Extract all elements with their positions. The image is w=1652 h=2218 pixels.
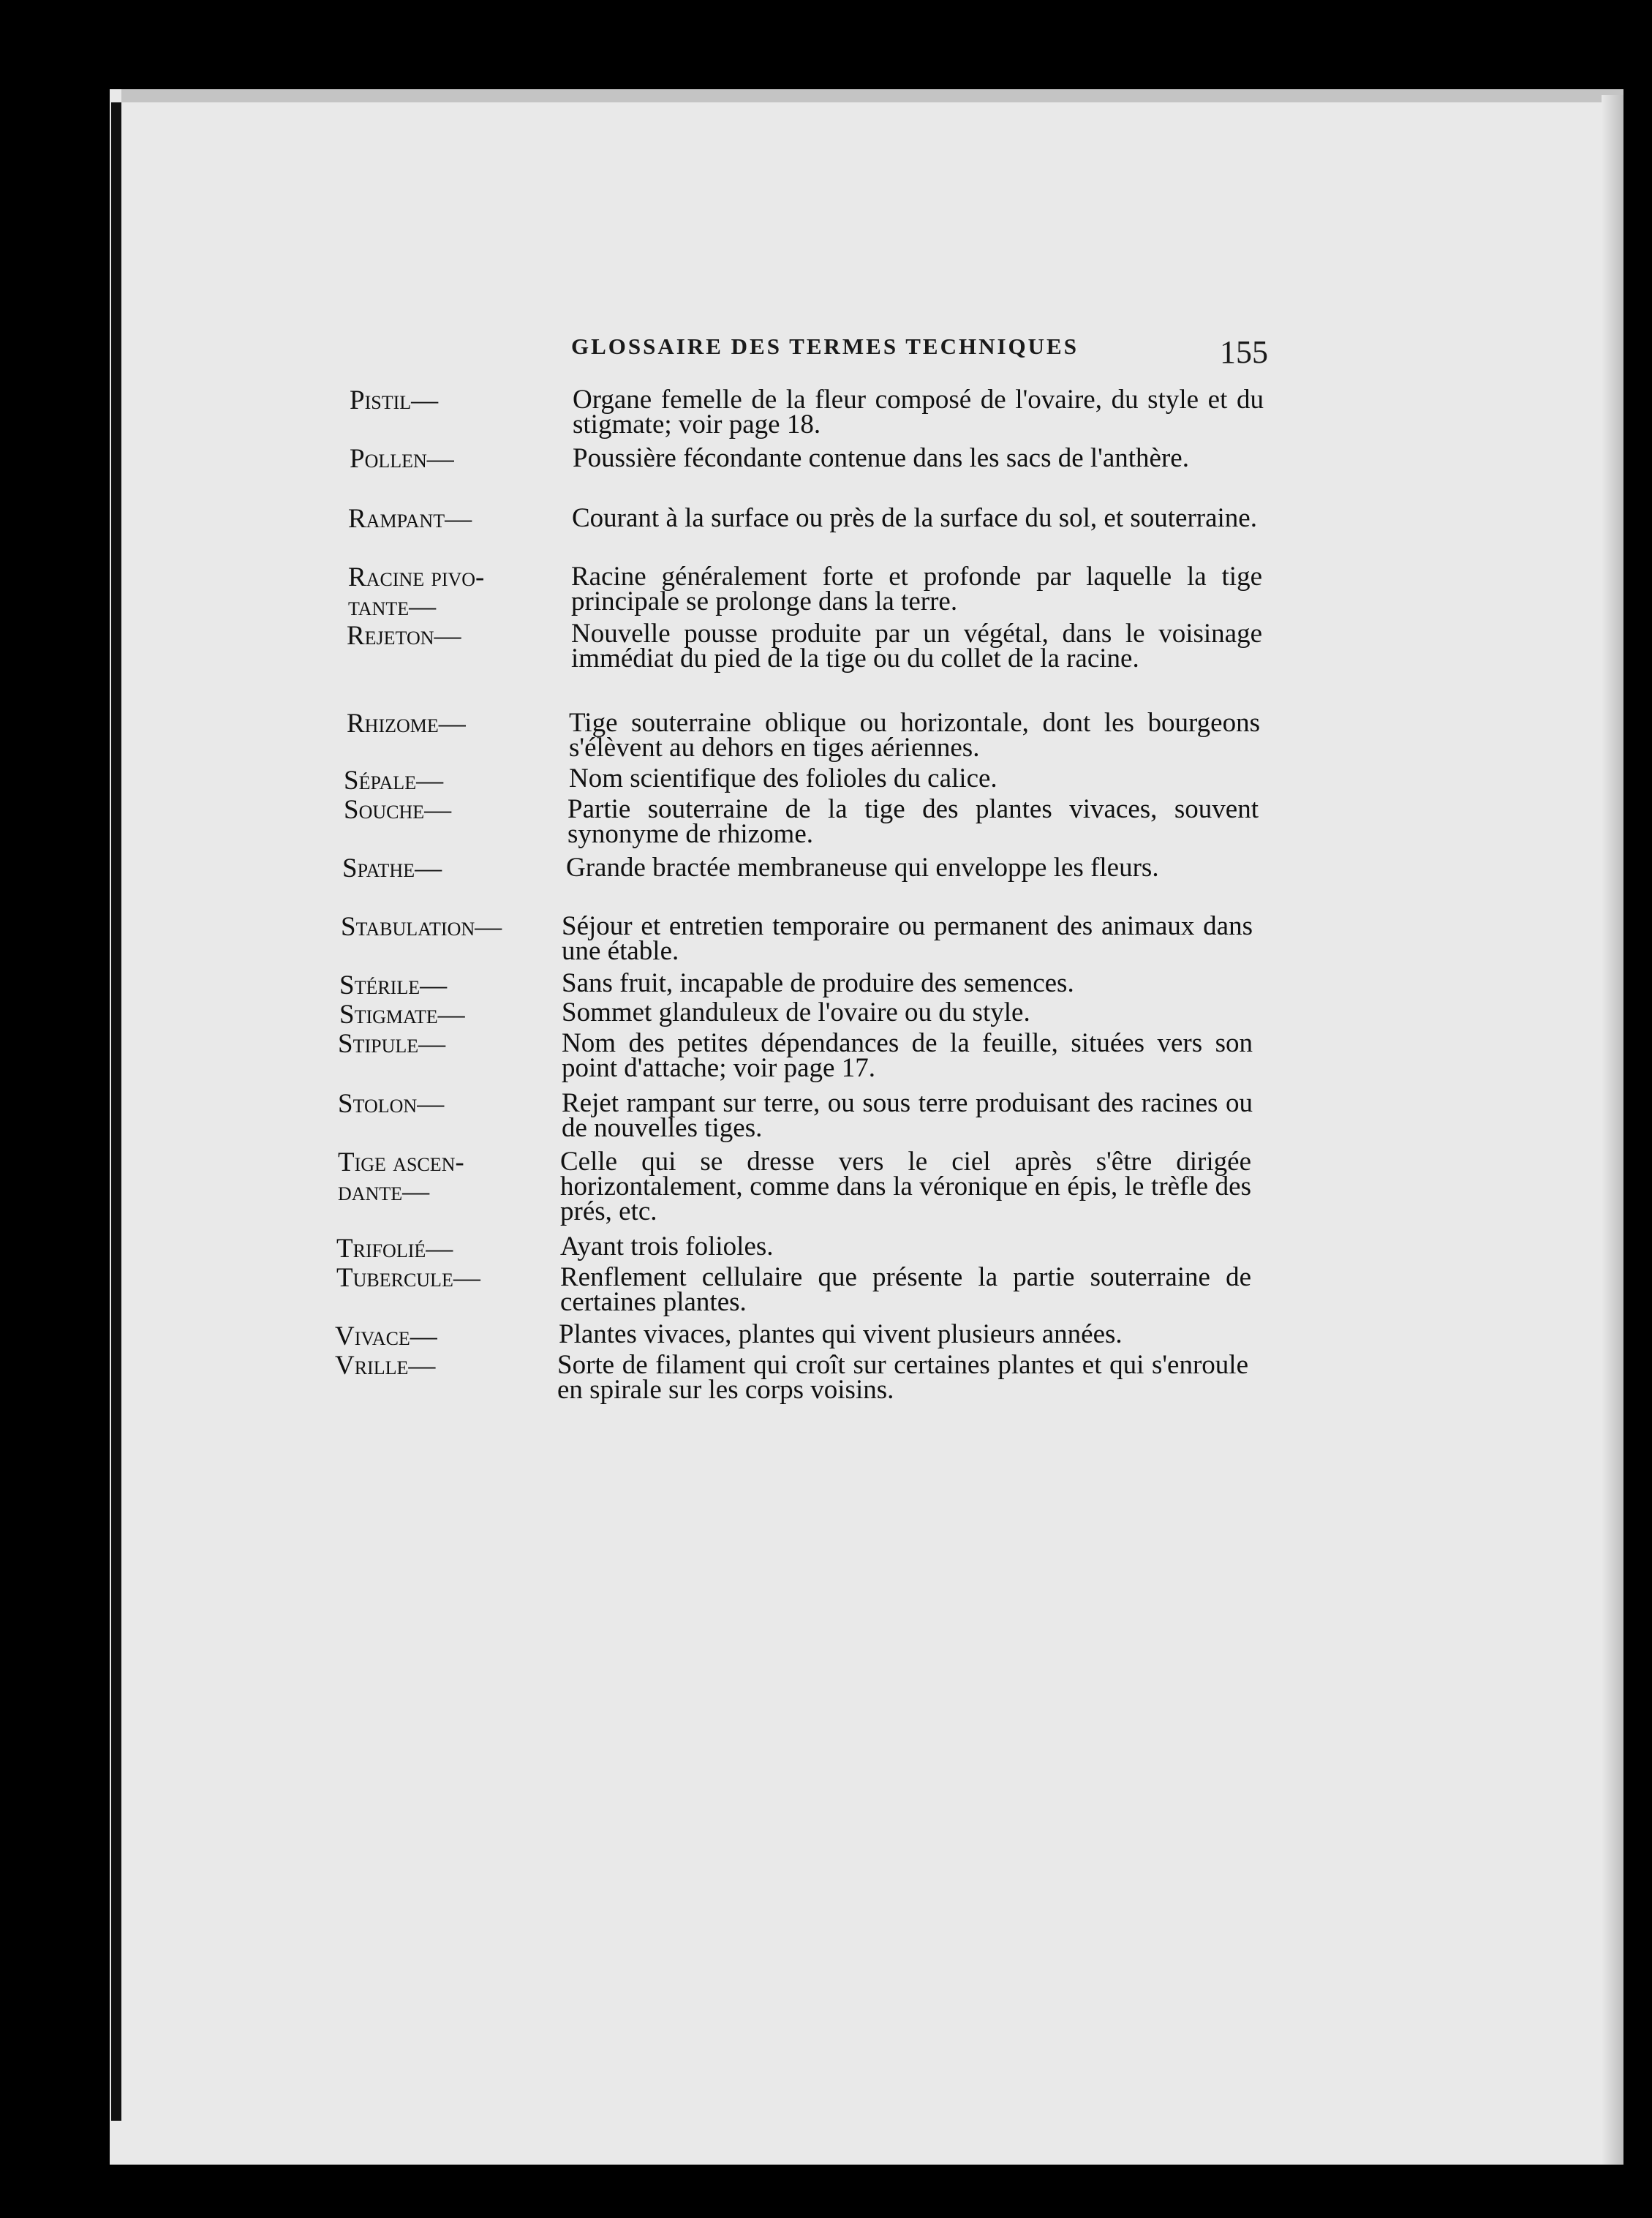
glossary-term: Vrille— [335,1351,436,1381]
glossary-term: Stipule— [338,1029,446,1059]
glossary-term: Sépale— [344,766,444,796]
glossary-definition: Plantes vivaces, plantes qui vivent plusieurs années. [559,1319,1123,1349]
page-number: 155 [1220,334,1268,370]
glossary-term: Pollen— [350,444,454,474]
glossary-definition: Grande bractée membraneuse qui enveloppe les fleurs. [566,853,1159,883]
glossary-definition: Courant à la surface ou près de la surface du sol, et souterraine. [572,503,1257,533]
glossary-term: Rhizome— [347,709,466,739]
glossary-definition: Poussière fécondante contenue dans les sacs de l'anthère. [573,443,1189,473]
glossary-term: Tige ascen- dante— [338,1147,464,1207]
glossary-definition: Nouvelle pousse produite par un végétal, dans le voisinage immédiat du pied de la tige ou du collet de la racine. [571,619,1262,674]
glossary-term: Rampant— [348,504,472,534]
glossary-definition: Organe femelle de la fleur composé de l'ovaire, du style et du stigmate; voir page 18. [573,385,1264,440]
glossary-term: Stérile— [339,970,448,1000]
glossary-definition: Racine généralement forte et profonde par laquelle la tige principale se prolonge dans la terre. [571,562,1262,616]
glossary-term: Pistil— [350,385,439,415]
glossary-definition: Renflement cellulaire que présente la partie souterraine de certaines plantes. [560,1262,1251,1317]
glossary-term: Rejeton— [347,621,461,651]
glossary-definition: Sans fruit, incapable de produire des semences. [562,968,1074,998]
glossary-term: Vivace— [335,1321,437,1351]
glossary-term: Stolon— [338,1089,445,1119]
glossary-definition: Sorte de filament qui croît sur certaines plantes et qui s'enroule en spirale sur les corps voisins. [557,1350,1248,1405]
glossary-definition: Tige souterraine oblique ou horizontale, dont les bourgeons s'élèvent au dehors en tiges aériennes. [569,708,1260,763]
glossary-term: Spathe— [342,853,442,883]
glossary-definition: Nom des petites dépendances de la feuille, situées vers son point d'attache; voir page 17. [562,1028,1253,1083]
glossary-term: Racine pivo- tante— [348,562,485,622]
glossary-definition: Nom scientifique des folioles du calice. [569,763,997,793]
glossary-definition: Sommet glanduleux de l'ovaire ou du style. [562,997,1030,1027]
running-header: GLOSSAIRE DES TERMES TECHNIQUES [571,333,1079,359]
glossary-term: Tubercule— [336,1263,480,1293]
glossary-term: Trifolié— [336,1234,453,1264]
glossary-definition: Celle qui se dresse vers le ciel après s'être dirigée horizontalement, comme dans la véronique en épis, le trèfle des prés, etc. [560,1147,1251,1226]
page-binding-edge [111,102,121,2121]
page-right-shadow [1602,95,1623,2165]
page-top-edge [121,89,1623,102]
glossary-definition: Séjour et entretien temporaire ou permanent des animaux dans une étable. [562,911,1253,966]
glossary-definition: Partie souterraine de la tige des plantes vivaces, souvent synonyme de rhizome. [567,794,1259,849]
glossary-term: Stigmate— [339,1000,465,1030]
glossary-definition: Ayant trois folioles. [560,1231,774,1261]
glossary-definition: Rejet rampant sur terre, ou sous terre produisant des racines ou de nouvelles tiges. [562,1088,1253,1143]
glossary-term: Stabulation— [341,912,502,942]
glossary-term: Souche— [344,795,452,825]
